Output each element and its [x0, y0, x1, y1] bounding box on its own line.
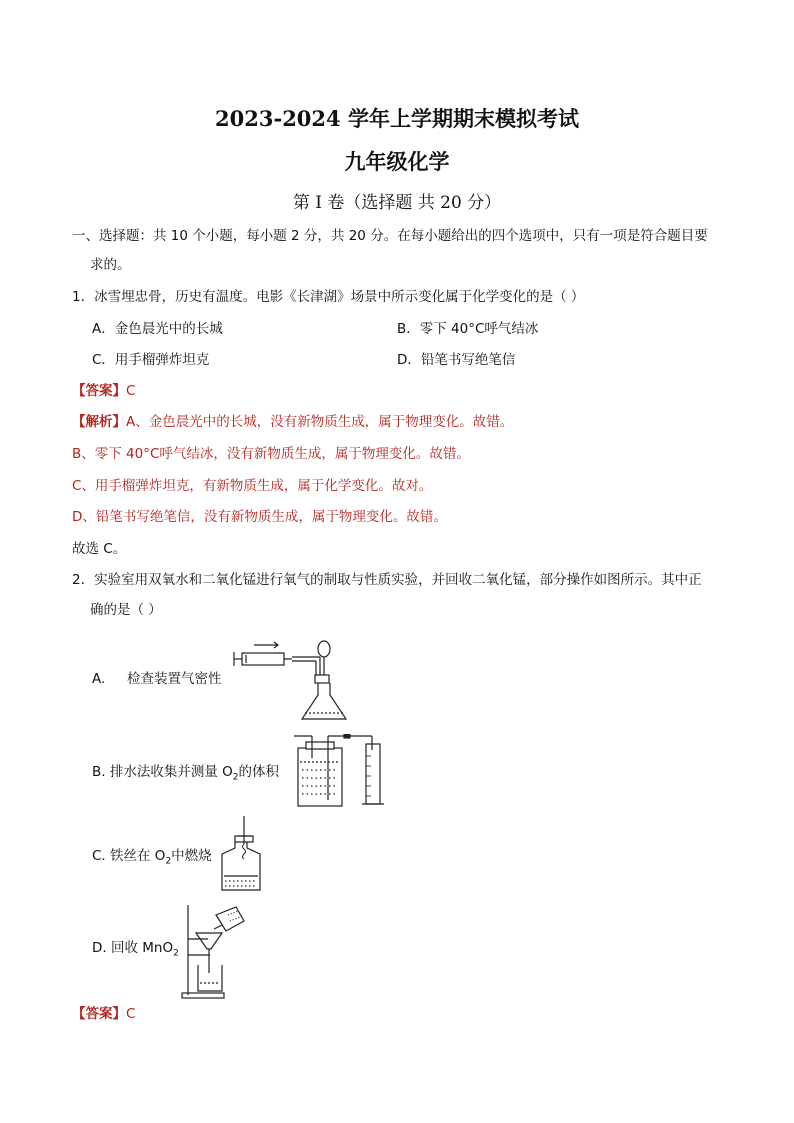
analysis-tag: 【解析】 [72, 414, 126, 430]
analysis-text: A、金色晨光中的长城，没有新物质生成，属于物理变化。故错。 [126, 414, 514, 430]
answer-value: C [126, 1006, 136, 1022]
page-subtitle: 九年级化学 [344, 149, 450, 174]
q1-option-b: B．零下 40°C呼气结冰 [397, 321, 539, 337]
filtration-apparatus-figure [178, 903, 252, 999]
option-b-subscript: 2 [232, 772, 239, 783]
q2-option-a-letter: A. [92, 671, 106, 687]
q2-stem-line2: 确的是（ ） [90, 602, 162, 618]
option-c-text-end: 中燃烧 [171, 848, 212, 864]
option-b-text-end: 的体积 [238, 764, 279, 780]
q1-option-c: C．用手榴弹炸坦克 [92, 352, 210, 368]
airtightness-check-apparatus-figure [232, 637, 352, 725]
answer-value: C [126, 383, 136, 399]
q1-analysis-line1 [72, 412, 513, 432]
q1-analysis-line3: C、用手榴弹炸坦克，有新物质生成，属于化学变化。故对。 [72, 478, 433, 494]
answer-tag: 【答案】 [72, 1006, 126, 1022]
q1-analysis-line2: B、零下 40°C呼气结冰，没有新物质生成，属于物理变化。故错。 [72, 446, 470, 462]
q2-option-c-label [92, 846, 212, 872]
option-c-text: C. 铁丝在 O [92, 848, 166, 864]
instructions-line1: 一、选择题：共 10 个小题，每小题 2 分，共 20 分。在每小题给出的四个选项中，只有一项是符合题目要 [72, 228, 708, 244]
q1-option-d: D．铅笔书写绝笔信 [397, 352, 516, 368]
option-d-subscript: 2 [173, 948, 179, 959]
q2-option-a-label: 检查装置气密性 [127, 671, 222, 687]
answer-tag: 【答案】 [72, 383, 126, 399]
instructions-line2: 求的。 [90, 257, 131, 273]
q2-option-d-label [92, 938, 179, 964]
q2-option-b-label [92, 762, 279, 788]
section-heading: 第 I 卷（选择题 共 20 分） [292, 193, 502, 213]
iron-wire-combustion-figure [218, 814, 264, 892]
option-b-text: B. 排水法收集并测量 O [92, 764, 233, 780]
q2-answer [72, 1004, 135, 1024]
page-title: 2023-2024 学年上学期期末模拟考试 [215, 106, 579, 131]
q1-analysis-line4: D、铅笔书写绝笔信，没有新物质生成，属于物理变化。故错。 [72, 509, 447, 525]
q1-conclusion: 故选 C。 [72, 541, 127, 557]
q1-stem: 1．冰雪埋忠骨，历史有温度。电影《长津湖》场景中所示变化属于化学变化的是（ ） [72, 289, 585, 305]
option-d-text: D. 回收 MnO [92, 940, 174, 956]
q1-option-a: A．金色晨光中的长城 [92, 321, 223, 337]
q2-stem-line1: 2．实验室用双氧水和二氧化锰进行氧气的制取与性质实验，并回收二氧化锰，部分操作如图所示。其中正 [72, 572, 702, 588]
water-displacement-collection-figure [292, 734, 388, 808]
q1-answer [72, 381, 135, 401]
option-c-subscript: 2 [165, 856, 172, 867]
